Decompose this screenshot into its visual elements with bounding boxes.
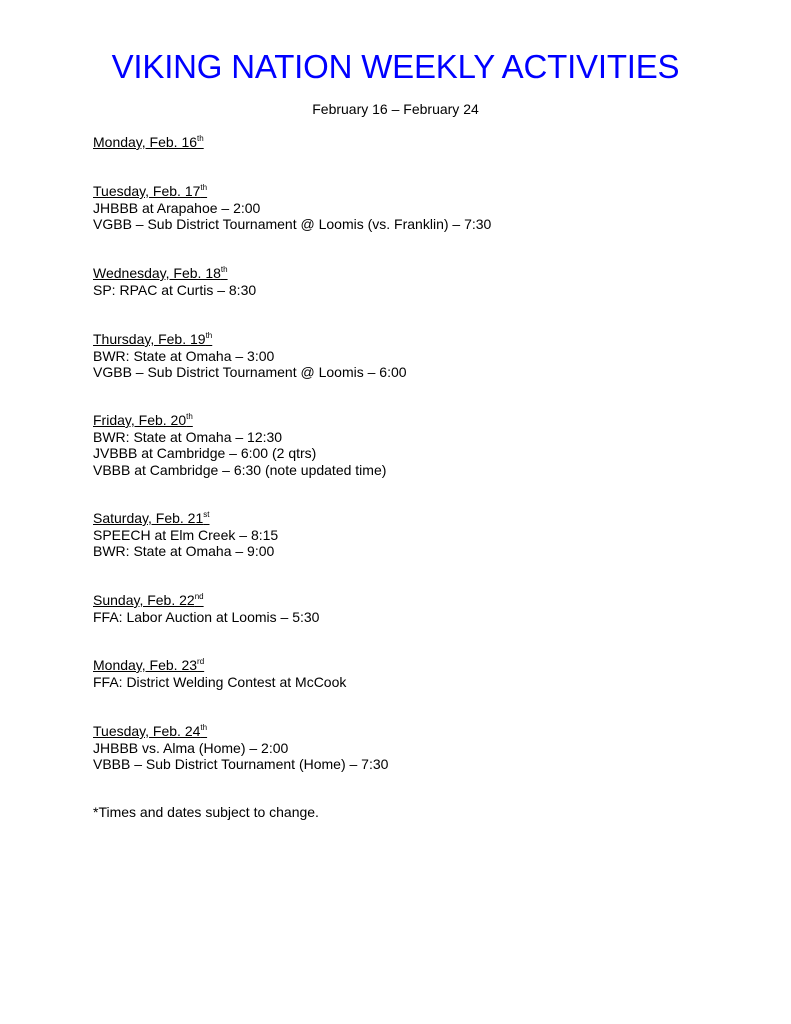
day-section [93,657,346,690]
day-section [93,412,386,478]
day-heading: Saturday, Feb. 21st [93,510,210,526]
day-heading: Tuesday, Feb. 17th [93,183,208,199]
event-item: FFA: Labor Auction at Loomis – 5:30 [93,608,320,625]
event-item: VGBB – Sub District Tournament @ Loomis – 6:00 [93,364,407,381]
event-item: SPEECH at Elm Creek – 8:15 [93,526,279,543]
day-section [93,265,256,298]
date-range: February 16 – February 24 [312,101,479,117]
day-section [93,331,407,381]
event-item: SP: RPAC at Curtis – 8:30 [93,281,257,298]
day-section [93,183,491,233]
day-heading: Sunday, Feb. 22nd [93,592,204,608]
day-section [93,723,388,773]
event-item: BWR: State at Omaha – 9:00 [93,543,275,560]
day-heading: Monday, Feb. 16th [93,134,204,150]
page-title: VIKING NATION WEEKLY ACTIVITIES [111,48,680,85]
event-item: FFA: District Welding Contest at McCook [93,673,347,690]
day-heading: Wednesday, Feb. 18th [93,265,228,281]
event-item: JHBBB vs. Alma (Home) – 2:00 [93,739,289,756]
event-item: VBBB at Cambridge – 6:30 (note updated time) [93,461,387,478]
footnote: *Times and dates subject to change. [93,804,319,820]
day-heading: Monday, Feb. 23rd [93,657,205,673]
day-section [93,592,319,625]
day-heading: Tuesday, Feb. 24th [93,723,208,739]
event-item: BWR: State at Omaha – 3:00 [93,347,275,364]
event-item: JHBBB at Arapahoe – 2:00 [93,199,261,216]
event-item: BWR: State at Omaha – 12:30 [93,428,283,445]
day-section [93,510,278,560]
event-item: VGBB – Sub District Tournament @ Loomis (vs. Franklin) – 7:30 [93,216,492,233]
day-heading: Friday, Feb. 20th [93,412,193,428]
day-section [93,134,204,151]
event-item: VBBB – Sub District Tournament (Home) – 7:30 [93,756,389,773]
day-heading: Thursday, Feb. 19th [93,331,213,347]
event-item: JVBBB at Cambridge – 6:00 (2 qtrs) [93,445,317,462]
